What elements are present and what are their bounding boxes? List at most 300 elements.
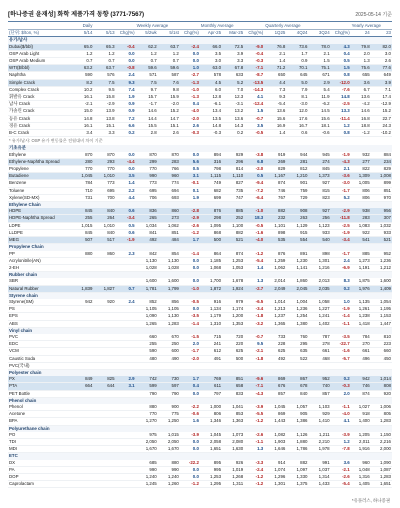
value-cell: 784 bbox=[71, 180, 93, 187]
section-title: Polyester chain bbox=[8, 369, 392, 376]
value-cell: 810 bbox=[371, 334, 392, 341]
value-cell: 1,032 bbox=[371, 222, 392, 229]
column-group-header: Monthly Average bbox=[200, 23, 234, 28]
value-cell: 1,041 bbox=[222, 404, 244, 411]
value-cell: 1,443 bbox=[264, 418, 286, 425]
table-row bbox=[8, 50, 392, 57]
value-cell: 926 bbox=[222, 460, 244, 467]
value-cell: 75.6 bbox=[351, 65, 371, 72]
value-cell: 1,123 bbox=[309, 222, 331, 229]
row-label: VCM bbox=[8, 348, 71, 355]
value-cell: 274 bbox=[309, 158, 331, 165]
value-cell: 14.4 bbox=[136, 115, 158, 122]
change-cell: 0.0 bbox=[180, 390, 200, 397]
value-cell: 1,213 bbox=[264, 306, 286, 313]
table-row bbox=[8, 215, 392, 222]
change-cell: -1.7 bbox=[331, 251, 351, 258]
value-cell: 1,090 bbox=[371, 460, 392, 467]
row-label: EDC bbox=[8, 341, 71, 348]
value-cell: 13.6 bbox=[222, 115, 244, 122]
value-cell: 13.4 bbox=[200, 108, 222, 115]
value-cell: 0.7 bbox=[136, 58, 158, 65]
value-cell: 1,253 bbox=[200, 474, 222, 481]
change-cell bbox=[116, 334, 136, 341]
change-cell: -2.1 bbox=[331, 466, 351, 473]
value-cell: 670 bbox=[158, 334, 180, 341]
value-cell: 1,700 bbox=[200, 278, 222, 285]
value-cell: 578 bbox=[200, 72, 222, 79]
value-cell: 731 bbox=[71, 194, 93, 201]
value-cell: 15.2 bbox=[158, 108, 180, 115]
value-cell: 492 bbox=[264, 355, 286, 362]
change-cell: 5.2 bbox=[331, 194, 351, 201]
value-cell bbox=[222, 362, 244, 369]
value-cell: 1,045 bbox=[71, 173, 93, 180]
value-cell: 1,346 bbox=[200, 418, 222, 425]
value-cell: 919 bbox=[264, 152, 286, 159]
value-cell: 76.8 bbox=[264, 44, 286, 51]
change-cell: 1.4 bbox=[116, 180, 136, 187]
change-cell: 13.3 bbox=[331, 108, 351, 115]
value-cell: 82.0 bbox=[371, 44, 392, 51]
value-cell: 2,080 bbox=[222, 438, 244, 445]
change-cell: 0.0 bbox=[180, 446, 200, 453]
value-cell: 952 bbox=[309, 376, 331, 383]
change-cell: -1.1 bbox=[244, 438, 264, 445]
value-cell: 945 bbox=[309, 152, 331, 159]
value-cell: 5.0 bbox=[286, 79, 308, 86]
column-header: 3Q24 bbox=[309, 30, 331, 37]
table-row bbox=[8, 460, 392, 467]
value-cell: 933 bbox=[309, 229, 331, 236]
value-cell: 12.8 bbox=[200, 94, 222, 101]
value-cell: 1,062 bbox=[264, 264, 286, 271]
value-cell: 15.2 bbox=[371, 108, 392, 115]
value-cell: 500 bbox=[222, 355, 244, 362]
change-cell: 2.1 bbox=[331, 166, 351, 173]
table-row bbox=[8, 101, 392, 108]
value-cell: 1,240 bbox=[158, 474, 180, 481]
section-header bbox=[8, 425, 392, 432]
value-cell: 869 bbox=[264, 376, 286, 383]
value-cell: 1,130 bbox=[158, 313, 180, 320]
table-row bbox=[8, 65, 392, 72]
value-cell: 7.3 bbox=[264, 86, 286, 93]
value-cell: 1,670 bbox=[158, 446, 180, 453]
value-cell: 270 bbox=[351, 341, 371, 348]
change-cell: -1.6 bbox=[244, 229, 264, 236]
value-cell: 1,254 bbox=[286, 313, 308, 320]
change-cell: 1.3 bbox=[244, 278, 264, 285]
section-title: Vinyl chain bbox=[8, 327, 392, 334]
value-cell: 625 bbox=[222, 348, 244, 355]
value-cell bbox=[158, 362, 180, 369]
value-cell: 1,839 bbox=[71, 285, 93, 292]
value-cell: 933 bbox=[371, 229, 392, 236]
section-title: 기초유분 bbox=[8, 145, 392, 151]
value-cell: 16.1 bbox=[71, 94, 93, 101]
column-header: Chg(%) bbox=[116, 30, 136, 37]
value-cell: 874 bbox=[264, 180, 286, 187]
report-header bbox=[8, 6, 392, 18]
change-cell: 6.8 bbox=[244, 158, 264, 165]
value-cell: 660 bbox=[371, 348, 392, 355]
value-cell: 1,205 bbox=[351, 432, 371, 439]
row-label: LDPE bbox=[8, 222, 71, 229]
value-cell: 0.7 bbox=[71, 58, 93, 65]
value-cell: 62.2 bbox=[136, 44, 158, 51]
value-cell: 480 bbox=[136, 355, 158, 362]
value-cell bbox=[71, 341, 93, 348]
value-cell: 749 bbox=[200, 180, 222, 187]
value-cell bbox=[71, 404, 93, 411]
value-cell: 1,174 bbox=[222, 306, 244, 313]
value-cell: 17.6 bbox=[286, 115, 308, 122]
value-cell: 849 bbox=[71, 376, 93, 383]
value-cell: 1,373 bbox=[309, 173, 331, 180]
value-cell: 915 bbox=[286, 229, 308, 236]
change-cell: 0.4 bbox=[180, 383, 200, 390]
change-cell: -5.4 bbox=[331, 481, 351, 488]
row-label: SBR bbox=[8, 278, 71, 285]
change-cell: -4.0 bbox=[331, 411, 351, 418]
value-cell: 773 bbox=[136, 180, 158, 187]
change-cell: 4.1 bbox=[244, 94, 264, 101]
value-cell: 1,409 bbox=[371, 285, 392, 292]
value-cell: 1,110 bbox=[222, 173, 244, 180]
value-cell: 295 bbox=[286, 341, 308, 348]
change-cell: -4.0 bbox=[244, 237, 264, 244]
change-cell: 8.3 bbox=[331, 278, 351, 285]
value-cell: 784 bbox=[351, 334, 371, 341]
value-cell: 1,283 bbox=[158, 320, 180, 327]
row-label: Acrylonitrile(AN) bbox=[8, 257, 71, 264]
value-cell: 1,004 bbox=[286, 299, 308, 306]
value-cell: 876 bbox=[264, 251, 286, 258]
table-row bbox=[8, 237, 392, 244]
value-cell bbox=[71, 313, 93, 320]
value-cell: 468 bbox=[309, 355, 331, 362]
section-title: Ethylene Chain bbox=[8, 202, 392, 209]
value-cell: 742 bbox=[136, 376, 158, 383]
row-label: 휘발유 Crack bbox=[8, 94, 71, 101]
change-cell: 0.5 bbox=[244, 173, 264, 180]
value-cell: 1,057 bbox=[286, 404, 308, 411]
value-cell: 635 bbox=[286, 348, 308, 355]
change-cell: -1.4 bbox=[331, 313, 351, 320]
value-cell: 3.9 bbox=[222, 50, 244, 57]
column-header: 5/1st bbox=[158, 30, 180, 37]
table-row bbox=[8, 130, 392, 137]
value-cell: 678 bbox=[286, 383, 308, 390]
change-cell: 0.9 bbox=[116, 108, 136, 115]
value-cell: 13.8 bbox=[93, 115, 115, 122]
value-cell: 2,014 bbox=[264, 278, 286, 285]
value-cell: 587 bbox=[158, 72, 180, 79]
value-cell: -5.4 bbox=[264, 101, 286, 108]
change-cell: -2.9 bbox=[331, 208, 351, 215]
value-cell: 13.5 bbox=[200, 115, 222, 122]
change-cell: -9.6 bbox=[244, 376, 264, 383]
value-cell: 952 bbox=[371, 251, 392, 258]
value-cell: 65.0 bbox=[71, 44, 93, 51]
value-cell: 891 bbox=[286, 251, 308, 258]
table-row bbox=[8, 446, 392, 453]
table-row bbox=[8, 229, 392, 236]
value-cell: 13.6 bbox=[264, 108, 286, 115]
change-cell: -0.8 bbox=[116, 65, 136, 72]
change-cell: 0.4 bbox=[180, 101, 200, 108]
value-cell: 1,101 bbox=[264, 222, 286, 229]
value-cell: 851 bbox=[158, 229, 180, 236]
column-header: 4Q24 bbox=[286, 30, 308, 37]
value-cell: 576 bbox=[93, 72, 115, 79]
change-cell: 4.1 bbox=[331, 418, 351, 425]
change-cell bbox=[116, 257, 136, 264]
value-cell: 1,250 bbox=[158, 418, 180, 425]
value-cell: 1,875 bbox=[351, 278, 371, 285]
value-cell: 720 bbox=[222, 334, 244, 341]
change-cell: -4.0 bbox=[180, 108, 200, 115]
change-cell: -0.1 bbox=[180, 180, 200, 187]
value-cell: 59.6 bbox=[158, 65, 180, 72]
change-cell bbox=[116, 446, 136, 453]
value-cell: 72.5 bbox=[222, 44, 244, 51]
value-cell: 1,115 bbox=[200, 173, 222, 180]
value-cell bbox=[71, 466, 93, 473]
value-cell: 829 bbox=[371, 166, 392, 173]
value-cell: 2,011 bbox=[351, 438, 371, 445]
value-cell: 1,227 bbox=[309, 306, 331, 313]
section-title: Polyurethane chain bbox=[8, 425, 392, 432]
value-cell: 8.2 bbox=[71, 79, 93, 86]
value-cell: 1,872 bbox=[200, 285, 222, 292]
change-cell: -0.7 bbox=[244, 334, 264, 341]
change-cell: 0.0 bbox=[116, 50, 136, 57]
table-row bbox=[8, 187, 392, 194]
value-cell bbox=[136, 362, 158, 369]
section-note: * 유가/납사: OSP 유가 변동률은 전월대비 차이 기준 bbox=[9, 138, 103, 144]
value-cell: 9.5 bbox=[93, 86, 115, 93]
row-label: Acetone bbox=[8, 411, 71, 418]
value-cell: 823 bbox=[309, 194, 331, 201]
section-title: Rubber chain bbox=[8, 272, 392, 279]
column-group-header bbox=[331, 23, 351, 30]
change-cell bbox=[116, 432, 136, 439]
change-cell: -3.5 bbox=[331, 334, 351, 341]
value-cell bbox=[71, 481, 93, 488]
value-cell: 1,068 bbox=[200, 264, 222, 271]
value-cell bbox=[309, 362, 331, 369]
change-cell: 0.0 bbox=[180, 306, 200, 313]
value-cell: 787 bbox=[309, 334, 331, 341]
value-cell: 1,301 bbox=[264, 481, 286, 488]
value-cell: 24.3 bbox=[371, 122, 392, 129]
value-cell: 746 bbox=[351, 383, 371, 390]
value-cell bbox=[93, 390, 115, 397]
change-cell bbox=[116, 313, 136, 320]
value-cell: 932 bbox=[351, 152, 371, 159]
table-row bbox=[8, 390, 392, 397]
value-cell: 882 bbox=[264, 208, 286, 215]
value-cell: 78.0 bbox=[309, 44, 331, 51]
change-cell: -12.0 bbox=[331, 79, 351, 86]
row-label: 납사 Crack bbox=[8, 101, 71, 108]
value-cell: 554 bbox=[286, 237, 308, 244]
value-cell: 1,311 bbox=[222, 481, 244, 488]
value-cell: 3.0 bbox=[200, 58, 222, 65]
value-cell: 1,210 bbox=[286, 173, 308, 180]
value-cell: 1,600 bbox=[136, 278, 158, 285]
value-cell: 2.1 bbox=[309, 50, 331, 57]
value-cell: 790 bbox=[136, 390, 158, 397]
value-cell: 856 bbox=[158, 299, 180, 306]
value-cell: 10.2 bbox=[71, 86, 93, 93]
value-cell: 706 bbox=[136, 194, 158, 201]
change-cell: -0.7 bbox=[244, 115, 264, 122]
value-cell: -1.7 bbox=[136, 101, 158, 108]
section-header bbox=[8, 292, 392, 299]
value-cell: 1.7 bbox=[286, 50, 308, 57]
value-cell: 522 bbox=[286, 355, 308, 362]
value-cell: 15.8 bbox=[93, 94, 115, 101]
value-cell: 860 bbox=[93, 251, 115, 258]
change-cell: -3.5 bbox=[180, 313, 200, 320]
value-cell: 3.4 bbox=[71, 130, 93, 137]
value-cell: 864 bbox=[200, 251, 222, 258]
row-label: PVC bbox=[8, 334, 71, 341]
section-header bbox=[8, 244, 392, 251]
change-cell: -1.3 bbox=[180, 79, 200, 86]
value-cell: 1,103 bbox=[309, 404, 331, 411]
value-cell: 1,310 bbox=[200, 320, 222, 327]
value-cell: 1,651 bbox=[371, 481, 392, 488]
value-cell: 15.0 bbox=[71, 108, 93, 115]
row-label: HDPE bbox=[8, 208, 71, 215]
change-cell: 0.1 bbox=[180, 187, 200, 194]
value-cell: 898 bbox=[309, 251, 331, 258]
value-cell: 1,238 bbox=[351, 313, 371, 320]
value-cell: 1,273 bbox=[351, 257, 371, 264]
value-cell: 15.1 bbox=[158, 122, 180, 129]
value-cell: 2,058 bbox=[200, 438, 222, 445]
row-label: ABS bbox=[8, 320, 71, 327]
value-cell: 1.5 bbox=[309, 58, 331, 65]
value-cell: 1,380 bbox=[286, 320, 308, 327]
change-cell: 3.6 bbox=[331, 460, 351, 467]
value-cell bbox=[71, 446, 93, 453]
column-group-header: Daily bbox=[71, 23, 93, 30]
change-cell: 0.5 bbox=[116, 222, 136, 229]
change-cell: -1.2 bbox=[244, 418, 264, 425]
value-cell: 1,261 bbox=[351, 306, 371, 313]
value-cell: 590 bbox=[71, 72, 93, 79]
value-cell: 9.8 bbox=[158, 86, 180, 93]
value-cell: 1,924 bbox=[222, 285, 244, 292]
row-label: Toluene bbox=[8, 187, 71, 194]
table-row bbox=[8, 122, 392, 129]
value-cell: 671 bbox=[309, 72, 331, 79]
value-cell bbox=[71, 474, 93, 481]
value-cell bbox=[93, 466, 115, 473]
value-cell: 59.6 bbox=[136, 65, 158, 72]
value-cell bbox=[93, 278, 115, 285]
value-cell: 770 bbox=[136, 166, 158, 173]
value-cell: 15.1 bbox=[93, 122, 115, 129]
value-cell: 1,827 bbox=[93, 285, 115, 292]
value-cell: 66.0 bbox=[200, 44, 222, 51]
value-cell: 929 bbox=[222, 152, 244, 159]
value-cell: 942 bbox=[351, 376, 371, 383]
value-cell: 4.5 bbox=[200, 79, 222, 86]
value-cell: 77.6 bbox=[371, 65, 392, 72]
value-cell: 0.6 bbox=[286, 130, 308, 137]
value-cell: 927 bbox=[309, 208, 331, 215]
change-cell: 0.8 bbox=[331, 72, 351, 79]
table-row bbox=[8, 94, 392, 101]
change-cell: -1.9 bbox=[331, 152, 351, 159]
value-cell bbox=[71, 362, 93, 369]
value-cell: 814 bbox=[222, 166, 244, 173]
value-cell: 0.7 bbox=[158, 58, 180, 65]
change-cell: -1.0 bbox=[180, 285, 200, 292]
value-cell: 845 bbox=[309, 166, 331, 173]
change-cell: -7.1 bbox=[244, 65, 264, 72]
change-cell: -0.6 bbox=[180, 411, 200, 418]
change-cell: 0.4 bbox=[331, 50, 351, 57]
value-cell: 1,027 bbox=[351, 404, 371, 411]
row-label: HDPE-Naphtha Spread bbox=[8, 215, 71, 222]
change-cell: -1.5 bbox=[180, 334, 200, 341]
value-cell: 853 bbox=[222, 411, 244, 418]
value-cell: 18.8 bbox=[351, 122, 371, 129]
value-cell: 283 bbox=[351, 215, 371, 222]
value-cell: 806 bbox=[351, 187, 371, 194]
row-label: MEG bbox=[8, 237, 71, 244]
value-cell: 715 bbox=[200, 334, 222, 341]
column-header: 24 bbox=[351, 30, 371, 37]
table-row bbox=[8, 194, 392, 201]
table-row bbox=[8, 173, 392, 180]
change-cell: -7.1 bbox=[244, 383, 264, 390]
source-note: *유플러스, 하나증권 bbox=[351, 498, 390, 503]
value-cell: 1,005 bbox=[351, 180, 371, 187]
value-cell: 1,129 bbox=[286, 222, 308, 229]
row-label: Complex Crack bbox=[8, 86, 71, 93]
value-cell: 491 bbox=[200, 355, 222, 362]
change-cell bbox=[116, 355, 136, 362]
value-cell: 1,405 bbox=[351, 481, 371, 488]
column-group-header: Quarterly Average bbox=[265, 23, 301, 28]
row-label: PA bbox=[8, 466, 71, 473]
value-cell: 815 bbox=[309, 187, 331, 194]
value-cell bbox=[71, 355, 93, 362]
value-cell: 3.0 bbox=[371, 50, 392, 57]
column-header: 5/2wk bbox=[136, 30, 158, 37]
value-cell: 6.7 bbox=[351, 86, 371, 93]
value-cell: 1,073 bbox=[222, 432, 244, 439]
value-cell: 14.6 bbox=[136, 108, 158, 115]
row-label: Styrene(SM) bbox=[8, 299, 71, 306]
value-cell: 2.0 bbox=[351, 50, 371, 57]
value-cell: 1,015 bbox=[158, 432, 180, 439]
value-cell: 970 bbox=[371, 194, 392, 201]
section-header bbox=[8, 453, 392, 460]
value-cell: 1,230 bbox=[286, 257, 308, 264]
change-cell: -1.1 bbox=[331, 320, 351, 327]
value-cell: 1,241 bbox=[309, 313, 331, 320]
value-cell: 7.5 bbox=[136, 79, 158, 86]
